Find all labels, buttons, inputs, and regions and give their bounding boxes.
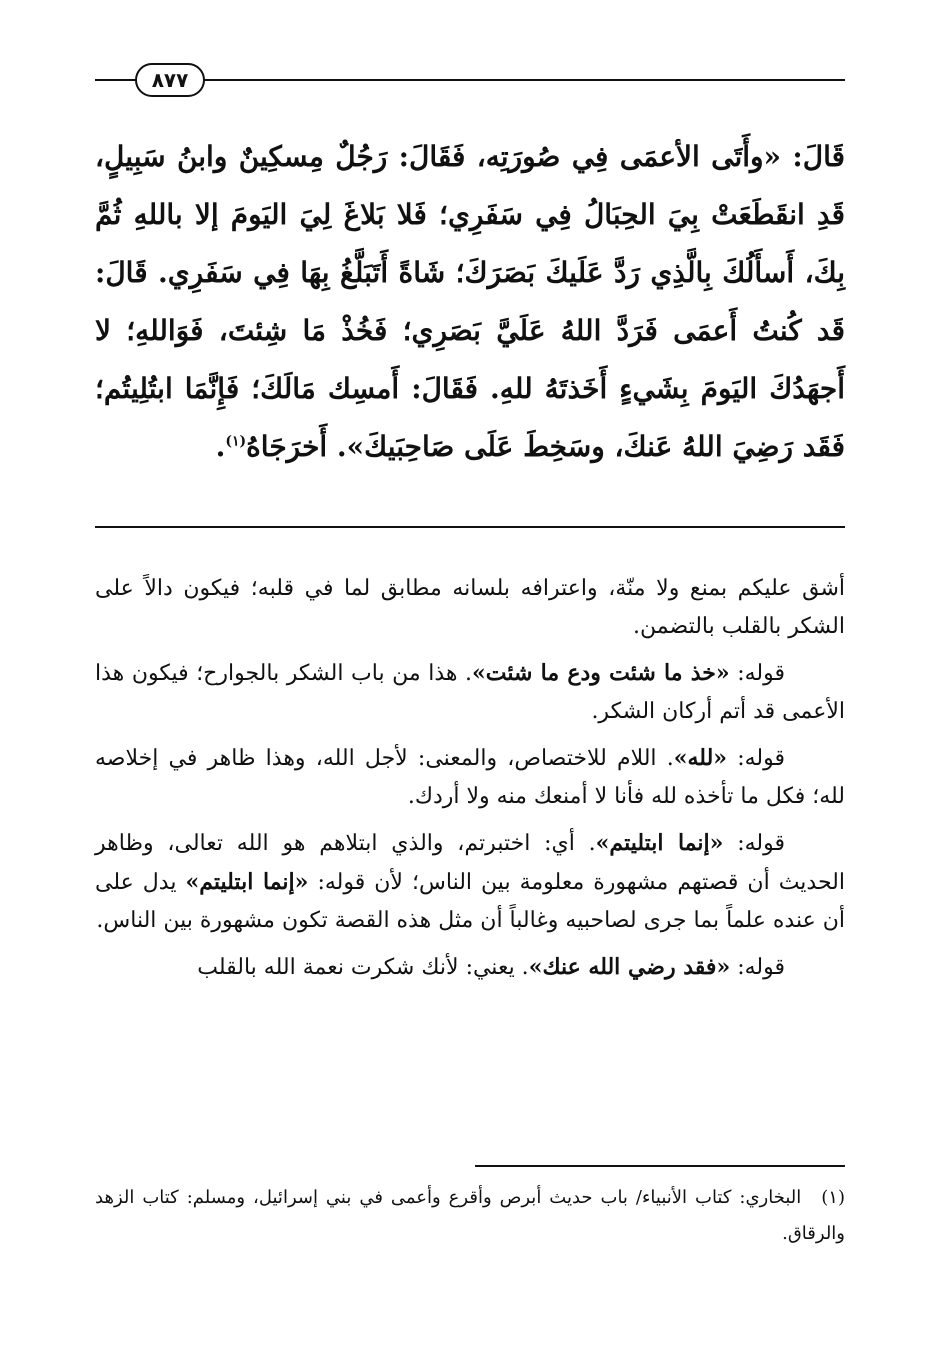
commentary-text: . أي: اختبرتم، والذي ابتلاهم هو الله تعالى، وظاهر الحديث أن قصتهم مشهورة معلومة بين الناس؛ لأن قوله: <box>95 831 845 895</box>
commentary-paragraph <box>95 739 845 816</box>
commentary-paragraph <box>95 570 845 646</box>
commentary-paragraph <box>95 654 845 731</box>
commentary-text: أشق عليكم بمنع ولا منّة، واعترافه بلسانه مطابق لما في قلبه؛ فيكون دالاً على الشكر بالقلب بالتضمن. <box>95 576 845 639</box>
header-rule <box>95 79 845 81</box>
quote-label: قوله: <box>723 831 785 856</box>
page-number: ٨٧٧ <box>135 63 205 97</box>
hadith-text <box>95 128 845 476</box>
commentary-text: . يعني: لأنك شكرت نعمة الله بالقلب <box>197 955 529 980</box>
commentary-text: . هذا من باب الشكر بالجوارح؛ فيكون هذا الأعمى قد أتم أركان الشكر. <box>95 661 845 724</box>
hadith-end: . <box>215 430 226 463</box>
footnotes <box>95 1180 845 1252</box>
book-page <box>95 50 845 1320</box>
footnote-number: (١) <box>821 1187 845 1208</box>
quoted-phrase: «إنما ابتليتم» <box>185 869 309 895</box>
quoted-phrase: «خذ ما شئت ودع ما شئت» <box>472 660 730 686</box>
quoted-phrase: «لله» <box>673 745 728 771</box>
footnote-reference[interactable]: (١) <box>225 433 247 450</box>
quoted-phrase: «فقد رضي الله عنك» <box>528 954 731 980</box>
section-divider <box>95 526 845 528</box>
footnote <box>95 1180 845 1252</box>
commentary-paragraph <box>95 824 845 940</box>
hadith-body: قَالَ: «وأَتَى الأعمَى فِي صُورَتِه، فَقَالَ: رَجُلٌ مِسكِينٌ وابنُ سَبِيلٍ، قَدِ انقَطَعَتْ بِيَ الحِبَالُ فِي سَفَرِي؛ فَلا بَلاغَ لِيَ اليَومَ إلا باللهِ ثُمَّ بِكَ، أَسأَلُكَ بِالَّذِي رَدَّ عَلَيكَ بَصَرَكَ؛ شَاةً أَتَبَلَّغُ بِهَا فِي سَفَرِي. قَالَ: قَد كُنتُ أَعمَى فَرَدَّ اللهُ عَلَيَّ بَصَرِي؛ فَخُذْ مَا شِئتَ، فَوَاللهِ؛ لا أَجهَدُكَ اليَومَ بِشَيءٍ أَخَذتَهُ للهِ. فَقَالَ: أَمسِك مَالَكَ؛ فَإِنَّمَا ابتُلِيتُم؛ فَقَد رَضِيَ اللهُ عَنكَ، وسَخِطَ عَلَى صَاحِبَيكَ». أَخرَجَاهُ <box>95 140 845 463</box>
footnote-text: البخاري: كتاب الأنبياء/ باب حديث أبرص وأقرع وأعمى في بني إسرائيل، ومسلم: كتاب الزهد والرقاق. <box>95 1187 845 1244</box>
commentary <box>95 570 845 995</box>
quote-label: قوله: <box>730 955 785 980</box>
quote-label: قوله: <box>729 661 785 686</box>
commentary-text: . اللام للاختصاص، والمعنى: لأجل الله، وهذا ظاهر في إخلاصه لله؛ فكل ما تأخذه لله فأنا لا أمنعك منه ولا أردك. <box>95 746 845 809</box>
quote-label: قوله: <box>727 746 785 771</box>
quoted-phrase: «إنما ابتليتم» <box>595 830 724 856</box>
page-header <box>95 60 845 100</box>
commentary-paragraph <box>95 948 845 987</box>
footnote-divider <box>475 1165 845 1167</box>
commentary-text: يدل على أن عنده علماً بما جرى لصاحبيه وغالباً أن مثل هذه القصة تكون مشهورة بين الناس. <box>95 870 845 933</box>
